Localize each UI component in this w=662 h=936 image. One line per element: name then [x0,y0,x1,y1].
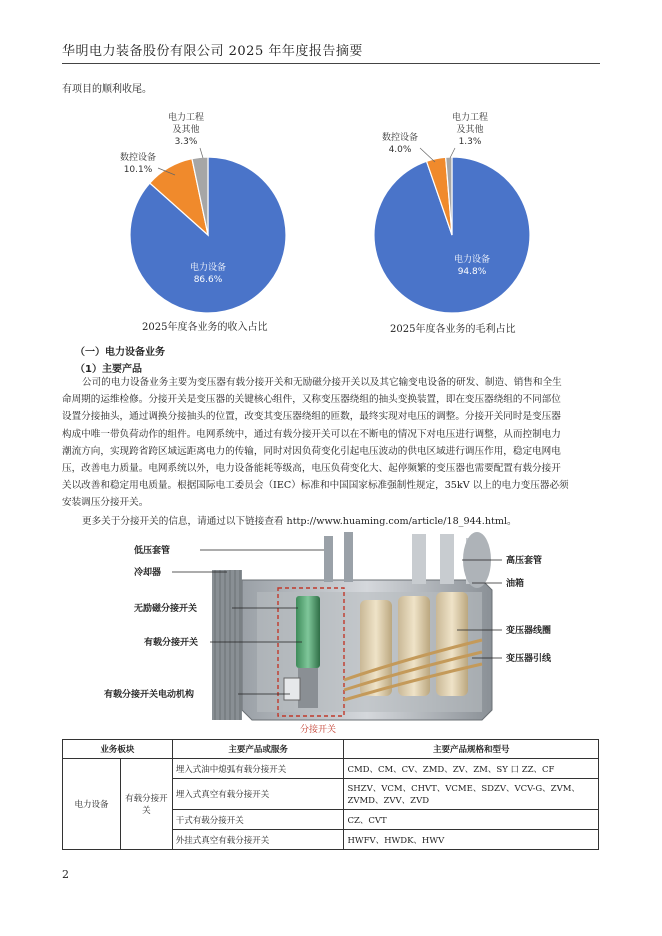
cell-subsegment: 有载分接开关 [120,759,172,850]
margin-leader-1 [420,148,435,162]
cooler-fins [212,570,242,720]
label-onload-tap-changer: 有载分接开关 [144,638,199,648]
revenue-label-1-line-0: 数控设备 [119,153,157,163]
label-lv-bushing: 低压套管 [134,546,171,556]
main-paragraph [62,374,602,512]
revenue-label-2-line-1: 及其他 [172,125,200,135]
margin-label-2-line-2: 1.3% [458,137,482,147]
revenue-label-2-line-2: 3.3% [174,137,198,147]
page-header-title: 华明电力装备股份有限公司 2025 年年度报告摘要 [62,44,363,59]
intro-line: 有项目的顺利收尾。 [62,84,152,95]
more-info-link-line[interactable]: 更多关于分接开关的信息，请通过以下链接查看 http://www.huaming.com/article/18_944.html。 [82,516,517,527]
margin-label-0-line-0: 电力设备 [453,255,491,265]
revenue-pie-svg [100,100,320,320]
margin-pie-chart [340,100,580,320]
section-heading-power-equipment: （一）电力设备业务 [75,347,165,358]
revenue-label-0-line-1: 86.6% [193,275,223,285]
page-number: 2 [62,868,69,881]
revenue-leader-2 [200,148,203,158]
cell-models: HWFV、HWDK、HWV [344,830,599,850]
cell-product: 外挂式真空有载分接开关 [172,830,344,850]
para-line: 安装调压分接开关。 [62,497,149,509]
margin-pie-svg [340,100,580,320]
para-line: 构成中唯一带负荷动作的组件。电网系统中，通过有载分接开关可以在不断电的情况下对电压进行调整，从而控制电力 [62,428,561,440]
cell-models: CMD、CM、CV、ZMD、ZV、ZM、SY 口 ZZ、CF [344,759,599,779]
revenue-label-1-line-1: 10.1% [123,165,153,175]
label-oil-tank: 油箱 [506,579,525,589]
para-line: 潮流方向，实现跨省跨区域远距离电力的传输，同时对因负荷变化引起电压波动的供电区域进行调压作用，稳定电网电 [62,445,561,457]
label-offload-tap-changer: 无励磁分接开关 [134,604,198,614]
cell-product: 埋入式油中熄弧有载分接开关 [172,759,344,779]
para-line: 压，改善电力质量。电网系统以外，电力设备能耗等级高，电压负荷变化大、起停频繁的变压器也需要配置有载分接开 [62,463,561,475]
para-line: 命周期的运维检修。分接开关是变压器的关键核心组件，又称变压器绕组的抽头变换装置，即在变压器绕组的不同部位 [62,394,561,406]
cell-product: 干式有载分接开关 [172,810,344,830]
label-cooler: 冷却器 [134,568,162,578]
para-line: 公司的电力设备业务主要为变压器有载分接开关和无励磁分接开关以及其它输变电设备的研发、制造、销售和全生 [82,377,562,388]
margin-label-0-line-1: 94.8% [457,267,487,277]
label-transformer-coil: 变压器线圈 [506,626,552,636]
margin-label-2-line-1: 及其他 [456,125,484,135]
subsection-heading-main-products: （1）主要产品 [75,364,142,375]
margin-label-1-line-1: 4.0% [388,145,412,155]
cell-product: 埋入式真空有载分接开关 [172,779,344,810]
para-line: 设置分接抽头，通过调换分接抽头的位置，改变其变压器绕组的匝数，最终实现对电压的调整。分接开关同时是变压器 [62,411,561,423]
table-header-row [63,740,599,759]
margin-label-2-line-0: 电力工程 [451,113,489,123]
revenue-chart-title: 2025年度各业务的收入占比 [142,322,268,333]
label-motor-drive: 有载分接开关电动机构 [104,690,195,700]
header-rule [62,63,600,64]
transformer-illustration [62,530,602,735]
cell-segment: 电力设备 [63,759,121,850]
table-row [63,759,599,779]
cell-models: SHZV、VCM、CHVT、VCME、SDZV、VCV-G、ZVM、ZVMD、ZVV、ZVD [344,779,599,810]
para-line: 关以改善和稳定用电质量。根据国际电工委员会（IEC）标准和中国国家标准强制性规定，35kV 以上的电力变压器必须 [62,480,569,492]
label-hv-bushing: 高压套管 [506,556,543,566]
margin-chart-title: 2025年度各业务的毛利占比 [390,324,516,335]
figure-caption: 分接开关 [300,725,337,735]
products-table [62,739,599,850]
revenue-pie-chart [100,100,320,320]
cell-models: CZ、CVT [344,810,599,830]
col-header-product: 主要产品或服务 [172,740,344,759]
transformer-diagram-svg [62,530,602,735]
margin-label-1-line-0: 数控设备 [381,133,419,143]
revenue-label-2-line-0: 电力工程 [167,113,205,123]
revenue-label-0-line-0: 电力设备 [189,263,227,273]
label-transformer-lead: 变压器引线 [506,654,552,664]
col-header-models: 主要产品规格和型号 [344,740,599,759]
col-header-segment: 业务板块 [63,740,173,759]
